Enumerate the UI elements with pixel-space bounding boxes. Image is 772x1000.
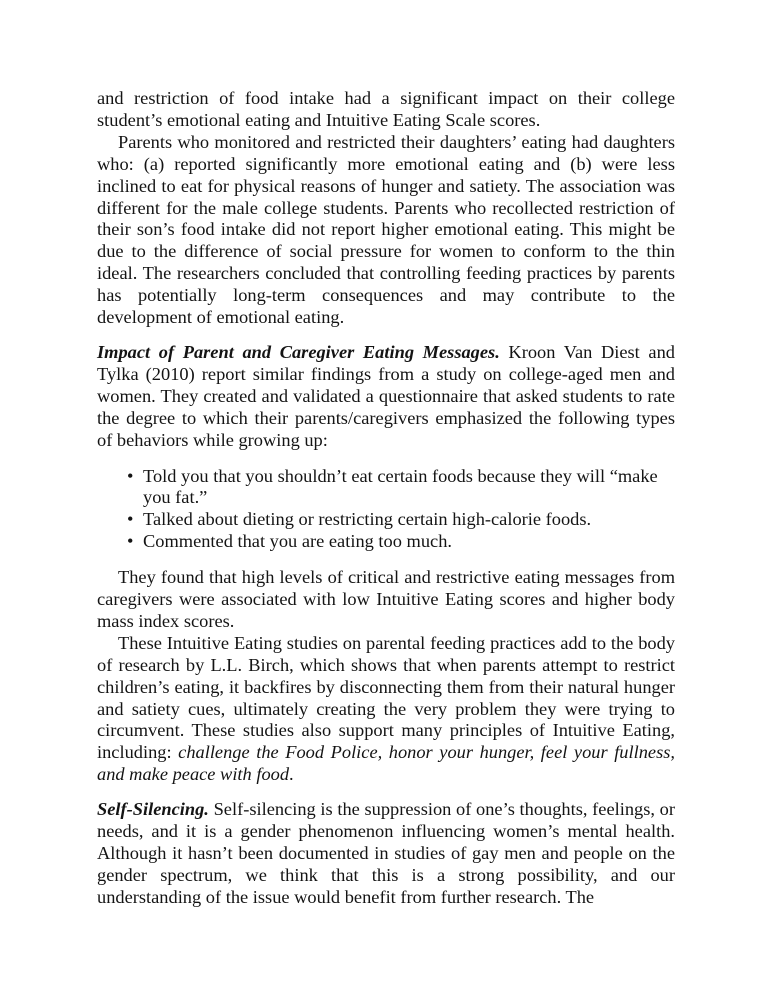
document-page	[97, 88, 675, 909]
bullet-marker: •	[127, 465, 134, 486]
bullet-marker: •	[127, 509, 134, 530]
paragraph-birch-research	[97, 633, 675, 786]
list-item	[125, 531, 675, 553]
list-item-text: Commented that you are eating too much.	[143, 531, 452, 552]
paragraph-findings: They found that high levels of critical and restrictive eating messages from caregivers were associated with low Intuitive Eating scores and higher body mass index scores.	[97, 567, 675, 631]
principles-italic: challenge the Food Police, honor your hunger, feel your fullness, and make peace with food	[97, 742, 675, 785]
paragraph-caregiver-messages-body: Kroon Van Diest and Tylka (2010) report similar findings from a study on college-aged men and women. They created and validated a questionnaire that asked students to rate the degree to which their parents/caregivers emphasized the following types of behaviors while growing up:	[97, 341, 675, 450]
paragraph-birch-end: .	[289, 764, 294, 785]
list-item-text: Talked about dieting or restricting certain high-calorie foods.	[143, 509, 592, 530]
paragraph-continuation: and restriction of food intake had a significant impact on their college student’s emotional eating and Intuitive Eating Scale scores.	[97, 88, 675, 130]
behaviors-bullet-list	[125, 466, 675, 554]
section-heading-self-silencing: Self-Silencing.	[97, 799, 209, 820]
paragraph-caregiver-messages	[97, 342, 675, 452]
section-heading-caregiver-messages: Impact of Parent and Caregiver Eating Messages.	[97, 341, 500, 362]
paragraph-parents-monitoring: Parents who monitored and restricted their daughters’ eating had daughters who: (a) reported significantly more emotional eating and (b) were less inclined to eat for physical reasons of hunger and satiety. The association was different for the male college students. Parents who recollected restriction of their son’s food intake did not report higher emotional eating. This might be due to the difference of social pressure for women to conform to the thin ideal. The researchers concluded that controlling feeding practices by parents has potentially long-term consequences and may contribute to the development of emotional eating.	[97, 131, 675, 328]
paragraph-birch-body: These Intuitive Eating studies on parental feeding practices add to the body of research by L.L. Birch, which shows that when parents attempt to restrict children’s eating, it backfires by disconnecting them from their natural hunger and satiety cues, ultimately creating the very problem they were trying to circumvent. These studies also support many principles of Intuitive Eating, including:	[97, 632, 675, 763]
paragraph-self-silencing	[97, 799, 675, 909]
list-item	[125, 466, 675, 510]
list-item	[125, 509, 675, 531]
paragraph-self-silencing-body: Self-silencing is the suppression of one’s thoughts, feelings, or needs, and it is a gender phenomenon influencing women’s mental health. Although it hasn’t been documented in studies of gay men and people on the gender spectrum, we think that this is a strong possibility, and our understanding of the issue would benefit from further research. The	[97, 799, 675, 907]
bullet-marker: •	[127, 531, 134, 552]
list-item-text: Told you that you shouldn’t eat certain foods because they will “make you fat.”	[143, 465, 658, 508]
